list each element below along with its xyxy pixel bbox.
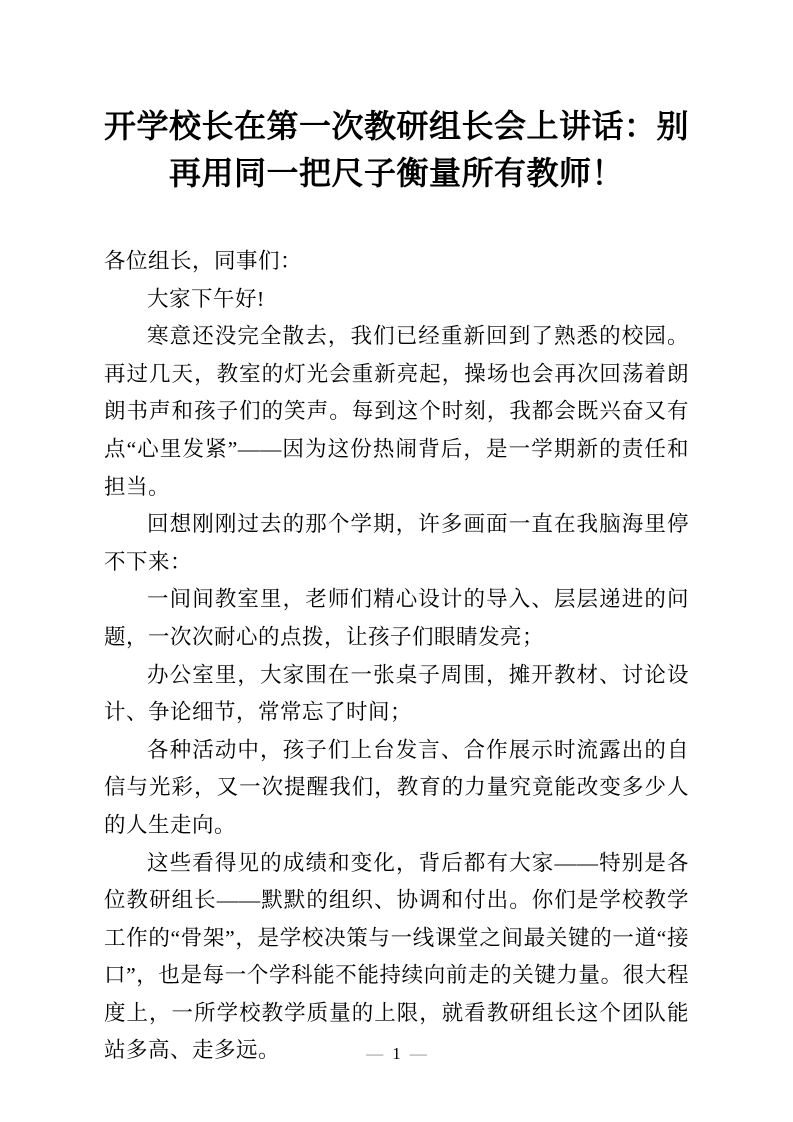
document-title: 开学校长在第一次教研组长会上讲话：别再用同一把尺子衡量所有教师！ xyxy=(103,108,689,191)
body-paragraph: 回想刚刚过去的那个学期，许多画面一直在我脑海里停不下来： xyxy=(104,512,689,574)
page-footer xyxy=(0,1044,793,1064)
body-paragraph: 寒意还没完全散去，我们已经重新回到了熟悉的校园。再过几天，教室的灯光会重新亮起，操场也会再次回荡着朗朗书声和孩子们的笑声。每到这个时刻，我都会既兴奋又有点“心里发紧”——因为这份热闹背后，是一学期新的责任和担当。 xyxy=(104,324,689,499)
footer-dash-left: — xyxy=(366,1044,384,1063)
greeting-paragraph: 大家下午好! xyxy=(147,286,265,311)
footer-dash-right: — xyxy=(409,1044,427,1063)
body-paragraph: 办公室里，大家围在一张桌子周围，摊开教材、讨论设计、争论细节，常常忘了时间； xyxy=(104,662,689,725)
document-body xyxy=(0,243,793,1070)
body-paragraph: 各种活动中，孩子们上台发言、合作展示时流露出的自信与光彩，又一次提醒我们，教育的力量究竟能改变多少人的人生走向。 xyxy=(104,737,689,837)
body-paragraph: 一间间教室里，老师们精心设计的导入、层层递进的问题，一次次耐心的点拨，让孩子们眼睛发亮； xyxy=(104,587,689,649)
salutation-paragraph: 各位组长，同事们： xyxy=(104,249,303,273)
body-paragraph: 这些看得见的成绩和变化，背后都有大家——特别是各位教研组长——默默的组织、协调和付出。你们是学校教学工作的“骨架”，是学校决策与一线课堂之间最关键的一道“接口”，也是每一个学科能不能持续向前走的关键力量。很大程度上，一所学校教学质量的上限，就看教研组长这个团队能站多高、走多远。 xyxy=(104,850,689,1063)
page-number: 1 xyxy=(392,1044,401,1063)
